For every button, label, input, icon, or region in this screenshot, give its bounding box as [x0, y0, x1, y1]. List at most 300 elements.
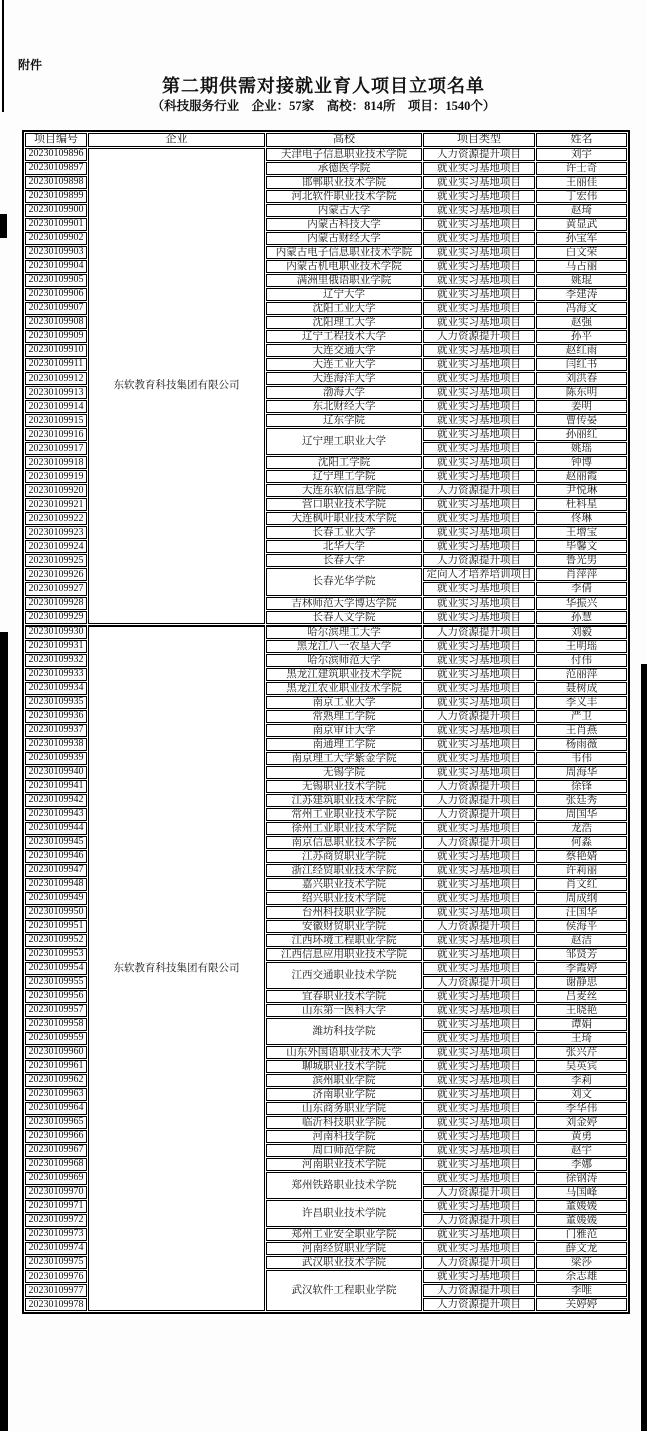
scan-edge-left-bar: [0, 632, 8, 1431]
cell-person-name: 姚瑶: [536, 442, 627, 455]
cell-university: 内蒙古科技大学: [266, 218, 422, 231]
cell-person-name: 李娜: [536, 1158, 627, 1171]
cell-project-type: 就业实习基地项目: [423, 386, 535, 399]
cell-project-type: 就业实习基地项目: [423, 696, 535, 709]
cell-university: 渤海大学: [266, 386, 422, 399]
cell-person-name: 严卫: [536, 710, 627, 723]
cell-project-type: 就业实习基地项目: [423, 597, 535, 610]
cell-university: 潍坊科技学院: [266, 1018, 422, 1045]
cell-university: 天津电子信息职业技术学院: [266, 148, 422, 161]
cell-university: 许昌职业技术学院: [266, 1200, 422, 1227]
scan-edge-left-mark: [0, 214, 7, 238]
cell-project-type: 就业实习基地项目: [423, 456, 535, 469]
cell-university: 常州工业职业技术学院: [266, 808, 422, 821]
cell-person-name: 赵强: [536, 316, 627, 329]
cell-project-id: 20230109921: [25, 498, 87, 511]
cell-project-id: 20230109973: [25, 1228, 87, 1241]
cell-project-id: 20230109914: [25, 400, 87, 413]
cell-university: 河南科技学院: [266, 1130, 422, 1143]
cell-project-type: 就业实习基地项目: [423, 246, 535, 259]
cell-project-id: 20230109935: [25, 696, 87, 709]
cell-project-id: 20230109918: [25, 456, 87, 469]
cell-project-type: 就业实习基地项目: [423, 176, 535, 189]
cell-project-id: 20230109963: [25, 1088, 87, 1101]
cell-person-name: 龙浩: [536, 822, 627, 835]
cell-university: 武汉职业技术学院: [266, 1256, 422, 1269]
page-title: 第二期供需对接就业育人项目立项名单: [162, 76, 485, 96]
cell-project-id: 20230109972: [25, 1214, 87, 1227]
project-table: [22, 130, 630, 1314]
cell-university: 南京工业大学: [266, 696, 422, 709]
cell-project-type: 就业实习基地项目: [423, 344, 535, 357]
cell-university: 南京信息职业技术学院: [266, 836, 422, 849]
cell-project-id: 20230109968: [25, 1158, 87, 1171]
cell-project-id: 20230109961: [25, 1060, 87, 1073]
cell-project-id: 20230109902: [25, 232, 87, 245]
cell-person-name: 马占丽: [536, 260, 627, 273]
cell-person-name: 孙慧: [536, 611, 627, 624]
cell-project-type: 就业实习基地项目: [423, 640, 535, 653]
cell-person-name: 刘文: [536, 1088, 627, 1101]
cell-project-id: 20230109930: [25, 625, 87, 639]
cell-person-name: 王增宝: [536, 526, 627, 539]
cell-person-name: 李义丰: [536, 696, 627, 709]
cell-project-type: 就业实习基地项目: [423, 1116, 535, 1129]
cell-university: 吉林师范大学博达学院: [266, 597, 422, 610]
cell-project-id: 20230109978: [25, 1298, 87, 1311]
table-row: [25, 148, 627, 161]
cell-project-id: 20230109940: [25, 766, 87, 779]
cell-university: 周口师范学院: [266, 1144, 422, 1157]
cell-person-name: 肖萍萍: [536, 568, 627, 581]
cell-project-type: 就业实习基地项目: [423, 526, 535, 539]
cell-person-name: 周成纲: [536, 892, 627, 905]
cell-project-type: 就业实习基地项目: [423, 428, 535, 441]
cell-person-name: 孙丽红: [536, 428, 627, 441]
cell-project-id: 20230109959: [25, 1032, 87, 1045]
cell-project-type: 人力资源提升项目: [423, 710, 535, 723]
cell-project-type: 人力资源提升项目: [423, 808, 535, 821]
cell-university: 内蒙古电子信息职业技术学院: [266, 246, 422, 259]
cell-project-id: 20230109967: [25, 1144, 87, 1157]
cell-project-id: 20230109922: [25, 512, 87, 525]
cell-person-name: 毕馨文: [536, 540, 627, 553]
column-header: 项目编号: [25, 133, 87, 147]
cell-project-type: 就业实习基地项目: [423, 218, 535, 231]
cell-person-name: 李建涛: [536, 288, 627, 301]
cell-university: 浙江经贸职业技术学院: [266, 864, 422, 877]
cell-project-id: 20230109900: [25, 204, 87, 217]
cell-person-name: 丁宏伟: [536, 190, 627, 203]
cell-project-id: 20230109953: [25, 948, 87, 961]
cell-project-id: 20230109938: [25, 738, 87, 751]
cell-project-type: 就业实习基地项目: [423, 822, 535, 835]
cell-person-name: 杨雨薇: [536, 738, 627, 751]
cell-university: 辽宁工程技术大学: [266, 330, 422, 343]
cell-project-id: 20230109915: [25, 414, 87, 427]
cell-person-name: 徐钢涛: [536, 1172, 627, 1185]
cell-university: 南通理工学院: [266, 738, 422, 751]
cell-university: 沈阳理工大学: [266, 316, 422, 329]
cell-project-id: 20230109960: [25, 1046, 87, 1059]
cell-project-id: 20230109925: [25, 554, 87, 567]
cell-project-type: 就业实习基地项目: [423, 204, 535, 217]
cell-person-name: 闫红书: [536, 358, 627, 371]
cell-project-id: 20230109896: [25, 148, 87, 161]
cell-project-type: 就业实习基地项目: [423, 962, 535, 975]
cell-person-name: 华振兴: [536, 597, 627, 610]
cell-person-name: 梁莎: [536, 1256, 627, 1269]
cell-project-id: 20230109931: [25, 640, 87, 653]
cell-project-type: 就业实习基地项目: [423, 1018, 535, 1031]
cell-project-type: 人力资源提升项目: [423, 794, 535, 807]
cell-person-name: 鲁光男: [536, 554, 627, 567]
cell-project-id: 20230109899: [25, 190, 87, 203]
cell-project-id: 20230109964: [25, 1102, 87, 1115]
cell-project-type: 就业实习基地项目: [423, 1242, 535, 1255]
cell-project-id: 20230109975: [25, 1256, 87, 1269]
cell-project-id: 20230109916: [25, 428, 87, 441]
cell-enterprise: 东软教育科技集团有限公司: [88, 625, 265, 1312]
cell-project-type: 就业实习基地项目: [423, 358, 535, 371]
cell-university: 大连交通大学: [266, 344, 422, 357]
cell-person-name: 张廷秀: [536, 794, 627, 807]
cell-project-id: 20230109912: [25, 372, 87, 385]
cell-person-name: 曹传晏: [536, 414, 627, 427]
cell-university: 绍兴职业技术学院: [266, 892, 422, 905]
cell-project-type: 就业实习基地项目: [423, 540, 535, 553]
cell-project-type: 就业实习基地项目: [423, 260, 535, 273]
cell-person-name: 关婷婷: [536, 1298, 627, 1311]
cell-project-id: 20230109939: [25, 752, 87, 765]
cell-person-name: 黄勇: [536, 1130, 627, 1143]
cell-person-name: 马国峰: [536, 1186, 627, 1199]
cell-university: 长春人文学院: [266, 611, 422, 624]
cell-university: 辽宁理工职业大学: [266, 428, 422, 455]
cell-project-id: 20230109955: [25, 976, 87, 989]
cell-project-id: 20230109948: [25, 878, 87, 891]
column-header: 企业: [88, 133, 265, 147]
cell-project-id: 20230109903: [25, 246, 87, 259]
cell-project-type: 就业实习基地项目: [423, 162, 535, 175]
table-header-row: [25, 133, 627, 147]
cell-project-id: 20230109909: [25, 330, 87, 343]
cell-project-type: 人力资源提升项目: [423, 148, 535, 161]
cell-university: 徐州工业职业技术学院: [266, 822, 422, 835]
cell-project-type: 人力资源提升项目: [423, 625, 535, 639]
cell-project-id: 20230109976: [25, 1270, 87, 1283]
cell-project-type: 就业实习基地项目: [423, 498, 535, 511]
cell-university: 滨州职业学院: [266, 1074, 422, 1087]
cell-project-type: 就业实习基地项目: [423, 372, 535, 385]
cell-project-type: 就业实习基地项目: [423, 582, 535, 595]
cell-project-type: 就业实习基地项目: [423, 400, 535, 413]
cell-person-name: 刘金婷: [536, 1116, 627, 1129]
cell-project-type: 就业实习基地项目: [423, 414, 535, 427]
cell-project-id: 20230109927: [25, 582, 87, 595]
cell-person-name: 黄显武: [536, 218, 627, 231]
cell-project-id: 20230109897: [25, 162, 87, 175]
cell-project-type: 人力资源提升项目: [423, 330, 535, 343]
cell-university: 江苏建筑职业技术学院: [266, 794, 422, 807]
cell-university: 哈尔滨理工大学: [266, 625, 422, 639]
column-header: 项目类型: [423, 133, 535, 147]
cell-person-name: 范丽萍: [536, 668, 627, 681]
cell-person-name: 韦伟: [536, 752, 627, 765]
cell-university: 辽东学院: [266, 414, 422, 427]
cell-project-id: 20230109965: [25, 1116, 87, 1129]
page-subtitle: （科技服务行业 企业：57家 高校：814所 项目：1540个）: [151, 99, 496, 113]
cell-project-id: 20230109907: [25, 302, 87, 315]
cell-project-type: 就业实习基地项目: [423, 990, 535, 1003]
cell-project-id: 20230109923: [25, 526, 87, 539]
cell-project-id: 20230109950: [25, 906, 87, 919]
cell-university: 内蒙古机电职业技术学院: [266, 260, 422, 273]
cell-person-name: 杜科星: [536, 498, 627, 511]
cell-project-id: 20230109970: [25, 1186, 87, 1199]
cell-person-name: 白文荣: [536, 246, 627, 259]
cell-university: 郑州工业安全职业学院: [266, 1228, 422, 1241]
cell-person-name: 徐锋: [536, 780, 627, 793]
cell-person-name: 孙平: [536, 330, 627, 343]
cell-university: 无锡学院: [266, 766, 422, 779]
attachment-label: 附件: [18, 58, 43, 72]
cell-person-name: 王丽佳: [536, 176, 627, 189]
cell-person-name: 汪国华: [536, 906, 627, 919]
cell-person-name: 冯海文: [536, 302, 627, 315]
cell-university: 大连工业大学: [266, 358, 422, 371]
cell-project-id: 20230109929: [25, 611, 87, 624]
cell-person-name: 刘毅: [536, 625, 627, 639]
cell-project-type: 就业实习基地项目: [423, 682, 535, 695]
cell-project-type: 人力资源提升项目: [423, 780, 535, 793]
cell-person-name: 钟博: [536, 456, 627, 469]
cell-person-name: 余志雄: [536, 1270, 627, 1283]
cell-person-name: 赵红雨: [536, 344, 627, 357]
cell-project-id: 20230109936: [25, 710, 87, 723]
cell-person-name: 何淼: [536, 836, 627, 849]
cell-project-type: 就业实习基地项目: [423, 232, 535, 245]
cell-university: 哈尔滨师范大学: [266, 654, 422, 667]
scan-edge-right-bar: [641, 664, 647, 1431]
cell-project-type: 就业实习基地项目: [423, 1228, 535, 1241]
cell-university: 大连东软信息学院: [266, 484, 422, 497]
cell-project-type: 人力资源提升项目: [423, 1298, 535, 1311]
cell-person-name: 姜明: [536, 400, 627, 413]
cell-university: 济南职业学院: [266, 1088, 422, 1101]
cell-university: 黑龙江农业职业技术学院: [266, 682, 422, 695]
cell-university: 大连枫叶职业技术学院: [266, 512, 422, 525]
cell-project-id: 20230109898: [25, 176, 87, 189]
cell-project-id: 20230109908: [25, 316, 87, 329]
cell-project-id: 20230109956: [25, 990, 87, 1003]
cell-university: 长春光华学院: [266, 568, 422, 595]
cell-university: 河北软件职业技术学院: [266, 190, 422, 203]
cell-project-id: 20230109971: [25, 1200, 87, 1213]
cell-person-name: 陈东明: [536, 386, 627, 399]
cell-person-name: 付伟: [536, 654, 627, 667]
cell-university: 北华大学: [266, 540, 422, 553]
cell-person-name: 吕麦丝: [536, 990, 627, 1003]
cell-project-type: 就业实习基地项目: [423, 906, 535, 919]
cell-person-name: 孙宝军: [536, 232, 627, 245]
cell-project-type: 就业实习基地项目: [423, 470, 535, 483]
cell-university: 临沂科技职业学院: [266, 1116, 422, 1129]
cell-project-id: 20230109945: [25, 836, 87, 849]
cell-project-id: 20230109911: [25, 358, 87, 371]
cell-project-type: 就业实习基地项目: [423, 724, 535, 737]
cell-person-name: 赵琦: [536, 204, 627, 217]
cell-university: 山东第一医科大学: [266, 1004, 422, 1017]
cell-project-type: 就业实习基地项目: [423, 1088, 535, 1101]
cell-university: 辽宁大学: [266, 288, 422, 301]
cell-person-name: 尹悦琳: [536, 484, 627, 497]
cell-university: 宜春职业技术学院: [266, 990, 422, 1003]
cell-project-type: 就业实习基地项目: [423, 1102, 535, 1115]
cell-university: 长春工业大学: [266, 526, 422, 539]
column-header: 姓名: [536, 133, 627, 147]
cell-project-id: 20230109937: [25, 724, 87, 737]
cell-person-name: 谢静思: [536, 976, 627, 989]
cell-project-type: 就业实习基地项目: [423, 442, 535, 455]
cell-project-type: 就业实习基地项目: [423, 1200, 535, 1213]
cell-person-name: 赵丽霞: [536, 470, 627, 483]
cell-project-id: 20230109946: [25, 850, 87, 863]
cell-person-name: 许士奇: [536, 162, 627, 175]
cell-university: 江西环境工程职业学院: [266, 934, 422, 947]
cell-project-type: 人力资源提升项目: [423, 836, 535, 849]
cell-project-id: 20230109949: [25, 892, 87, 905]
cell-person-name: 王明瑶: [536, 640, 627, 653]
cell-person-name: 许莉丽: [536, 864, 627, 877]
cell-project-id: 20230109924: [25, 540, 87, 553]
cell-university: 常熟理工学院: [266, 710, 422, 723]
cell-university: 山东外国语职业技术大学: [266, 1046, 422, 1059]
cell-university: 无锡职业技术学院: [266, 780, 422, 793]
cell-project-id: 20230109962: [25, 1074, 87, 1087]
cell-project-id: 20230109947: [25, 864, 87, 877]
cell-project-type: 人力资源提升项目: [423, 554, 535, 567]
cell-project-type: 人力资源提升项目: [423, 1284, 535, 1297]
cell-project-type: 人力资源提升项目: [423, 484, 535, 497]
cell-person-name: 刘宇: [536, 148, 627, 161]
cell-project-type: 人力资源提升项目: [423, 1186, 535, 1199]
cell-person-name: 董媛媛: [536, 1214, 627, 1227]
cell-person-name: 董媛媛: [536, 1200, 627, 1213]
cell-project-id: 20230109917: [25, 442, 87, 455]
cell-project-id: 20230109951: [25, 920, 87, 933]
cell-project-id: 20230109977: [25, 1284, 87, 1297]
cell-project-id: 20230109942: [25, 794, 87, 807]
cell-university: 台州科技职业学院: [266, 906, 422, 919]
cell-university: 江西交通职业技术学院: [266, 962, 422, 989]
cell-project-id: 20230109926: [25, 568, 87, 581]
cell-person-name: 李霞婷: [536, 962, 627, 975]
cell-university: 长春大学: [266, 554, 422, 567]
cell-project-type: 就业实习基地项目: [423, 1144, 535, 1157]
cell-person-name: 刘洪春: [536, 372, 627, 385]
cell-project-type: 就业实习基地项目: [423, 752, 535, 765]
cell-project-id: 20230109919: [25, 470, 87, 483]
cell-person-name: 王晓艳: [536, 1004, 627, 1017]
cell-university: 江苏商贸职业学院: [266, 850, 422, 863]
cell-person-name: 门雅范: [536, 1228, 627, 1241]
cell-project-type: 就业实习基地项目: [423, 1004, 535, 1017]
cell-university: 黑龙江建筑职业技术学院: [266, 668, 422, 681]
cell-project-type: 就业实习基地项目: [423, 611, 535, 624]
cell-project-type: 就业实习基地项目: [423, 668, 535, 681]
cell-university: 南京理工大学紫金学院: [266, 752, 422, 765]
table-row: [25, 625, 627, 639]
cell-university: 沈阳工业大学: [266, 302, 422, 315]
cell-project-type: 就业实习基地项目: [423, 512, 535, 525]
cell-person-name: 侯海平: [536, 920, 627, 933]
cell-project-type: 就业实习基地项目: [423, 1032, 535, 1045]
cell-project-type: 就业实习基地项目: [423, 1074, 535, 1087]
cell-project-type: 人力资源提升项目: [423, 1214, 535, 1227]
cell-university: 满洲里俄语职业学院: [266, 274, 422, 287]
cell-project-id: 20230109944: [25, 822, 87, 835]
cell-project-id: 20230109957: [25, 1004, 87, 1017]
cell-project-id: 20230109954: [25, 962, 87, 975]
cell-project-type: 就业实习基地项目: [423, 864, 535, 877]
cell-university: 黑龙江八一农垦大学: [266, 640, 422, 653]
cell-project-type: 就业实习基地项目: [423, 878, 535, 891]
cell-university: 邯郸职业技术学院: [266, 176, 422, 189]
cell-project-type: 人力资源提升项目: [423, 1256, 535, 1269]
cell-project-id: 20230109920: [25, 484, 87, 497]
cell-project-type: 定向人才培养培训项目: [423, 568, 535, 581]
cell-person-name: 蔡艳婧: [536, 850, 627, 863]
table-body: [25, 148, 627, 1311]
cell-university: 东北财经大学: [266, 400, 422, 413]
cell-person-name: 聂树成: [536, 682, 627, 695]
cell-university: 营口职业技术学院: [266, 498, 422, 511]
cell-project-id: 20230109941: [25, 780, 87, 793]
cell-project-id: 20230109969: [25, 1172, 87, 1185]
cell-person-name: 谭娟: [536, 1018, 627, 1031]
cell-person-name: 周国华: [536, 808, 627, 821]
cell-project-type: 就业实习基地项目: [423, 1270, 535, 1283]
cell-project-type: 就业实习基地项目: [423, 766, 535, 779]
cell-person-name: 佟琳: [536, 512, 627, 525]
cell-project-id: 20230109901: [25, 218, 87, 231]
cell-project-id: 20230109913: [25, 386, 87, 399]
cell-project-type: 就业实习基地项目: [423, 302, 535, 315]
cell-project-type: 人力资源提升项目: [423, 920, 535, 933]
cell-project-type: 就业实习基地项目: [423, 1158, 535, 1171]
cell-university: 山东商务职业学院: [266, 1102, 422, 1115]
cell-person-name: 薛文龙: [536, 1242, 627, 1255]
cell-person-name: 周海华: [536, 766, 627, 779]
cell-project-id: 20230109934: [25, 682, 87, 695]
cell-project-type: 人力资源提升项目: [423, 976, 535, 989]
cell-university: 辽宁理工学院: [266, 470, 422, 483]
cell-project-type: 就业实习基地项目: [423, 1172, 535, 1185]
cell-person-name: 肖文红: [536, 878, 627, 891]
cell-person-name: 王琦: [536, 1032, 627, 1045]
cell-project-id: 20230109952: [25, 934, 87, 947]
cell-university: 大连海洋大学: [266, 372, 422, 385]
cell-project-type: 就业实习基地项目: [423, 274, 535, 287]
cell-university: 内蒙古大学: [266, 204, 422, 217]
cell-person-name: 李唯: [536, 1284, 627, 1297]
cell-person-name: 吴英宾: [536, 1060, 627, 1073]
cell-project-type: 就业实习基地项目: [423, 850, 535, 863]
cell-person-name: 姚琨: [536, 274, 627, 287]
cell-project-id: 20230109966: [25, 1130, 87, 1143]
cell-university: 聊城职业技术学院: [266, 1060, 422, 1073]
